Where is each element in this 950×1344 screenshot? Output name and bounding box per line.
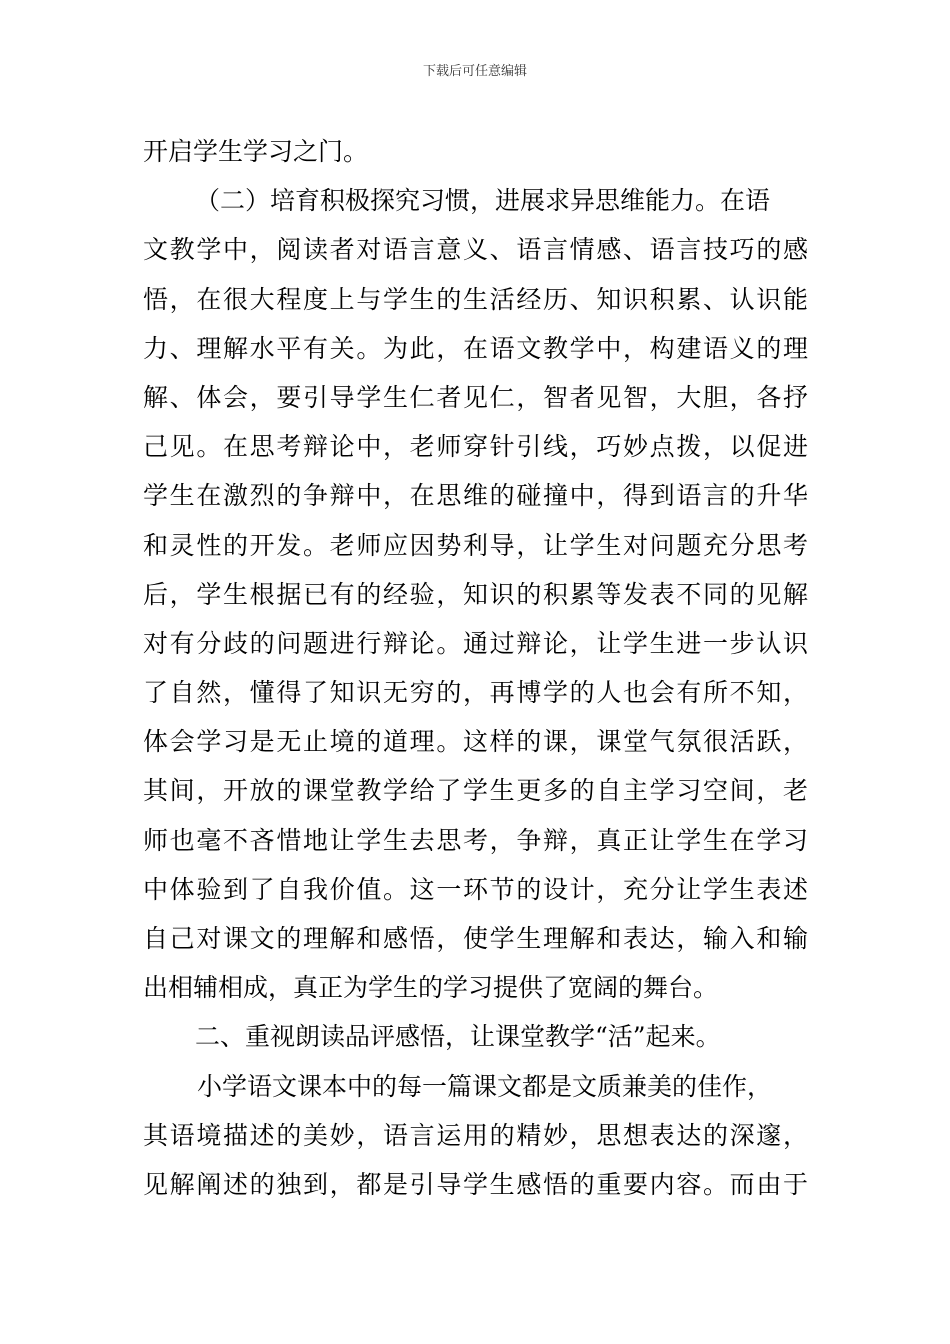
text-line: 出相辅相成，真正为学生的学习提供了宽阔的舞台。 — [143, 973, 719, 1003]
text-line: 开启学生学习之门。 — [143, 137, 369, 166]
text-line: 后，学生根据已有的经验，知识的积累等发表不同的见解 — [143, 579, 808, 609]
document-body — [143, 127, 808, 1209]
text-line: 其间，开放的课堂教学给了学生更多的自主学习空间，老 — [143, 776, 808, 806]
text-line: 自己对课文的理解和感悟，使学生理解和表达，输入和输 — [143, 924, 808, 953]
text-line: 悟，在很大程度上与学生的生活经历、知识积累、认识能 — [143, 284, 808, 314]
text-line: 师也毫不吝惜地让学生去思考，争辩，真正让学生在学习 — [143, 825, 808, 855]
text-line: 学生在激烈的争辩中，在思维的碰撞中，得到语言的升华 — [143, 481, 808, 511]
text-line: 了自然，懂得了知识无穷的，再博学的人也会有所不知， — [143, 678, 808, 708]
text-line: 见解阐述的独到，都是引导学生感悟的重要内容。而由于 — [143, 1169, 808, 1199]
text-line: 其语境描述的美妙，语言运用的精妙，思想表达的深邃， — [143, 1120, 808, 1150]
text-line: 中体验到了自我价值。这一环节的设计，充分让学生表述 — [143, 874, 808, 904]
text-line: 和灵性的开发。老师应因势利导，让学生对问题充分思考 — [143, 530, 808, 560]
text-line: （二）培育积极探究习惯，进展求异思维能力。在语 — [195, 186, 771, 216]
page-header: 下载后可任意编辑 — [422, 64, 527, 79]
text-line: 己见。在思考辩论中，老师穿针引线，巧妙点拨，以促进 — [143, 432, 808, 462]
text-line: 体会学习是无止境的道理。这样的课，课堂气氛很活跃， — [143, 727, 808, 757]
text-line: 解、体会，要引导学生仁者见仁，智者见智，大胆，各抒 — [143, 382, 808, 412]
text-line: 力、理解水平有关。为此，在语文教学中，构建语义的理 — [143, 333, 808, 363]
text-line: 对有分歧的问题进行辩论。通过辩论，让学生进一步认识 — [143, 628, 808, 658]
text-line: 文教学中，阅读者对语言意义、语言情感、语言技巧的感 — [143, 235, 808, 265]
text-line: 小学语文课本中的每一篇课文都是文质兼美的佳作， — [197, 1071, 773, 1101]
section-heading: 二、重视朗读品评感悟，让课堂教学“活”起来。 — [195, 1022, 721, 1052]
